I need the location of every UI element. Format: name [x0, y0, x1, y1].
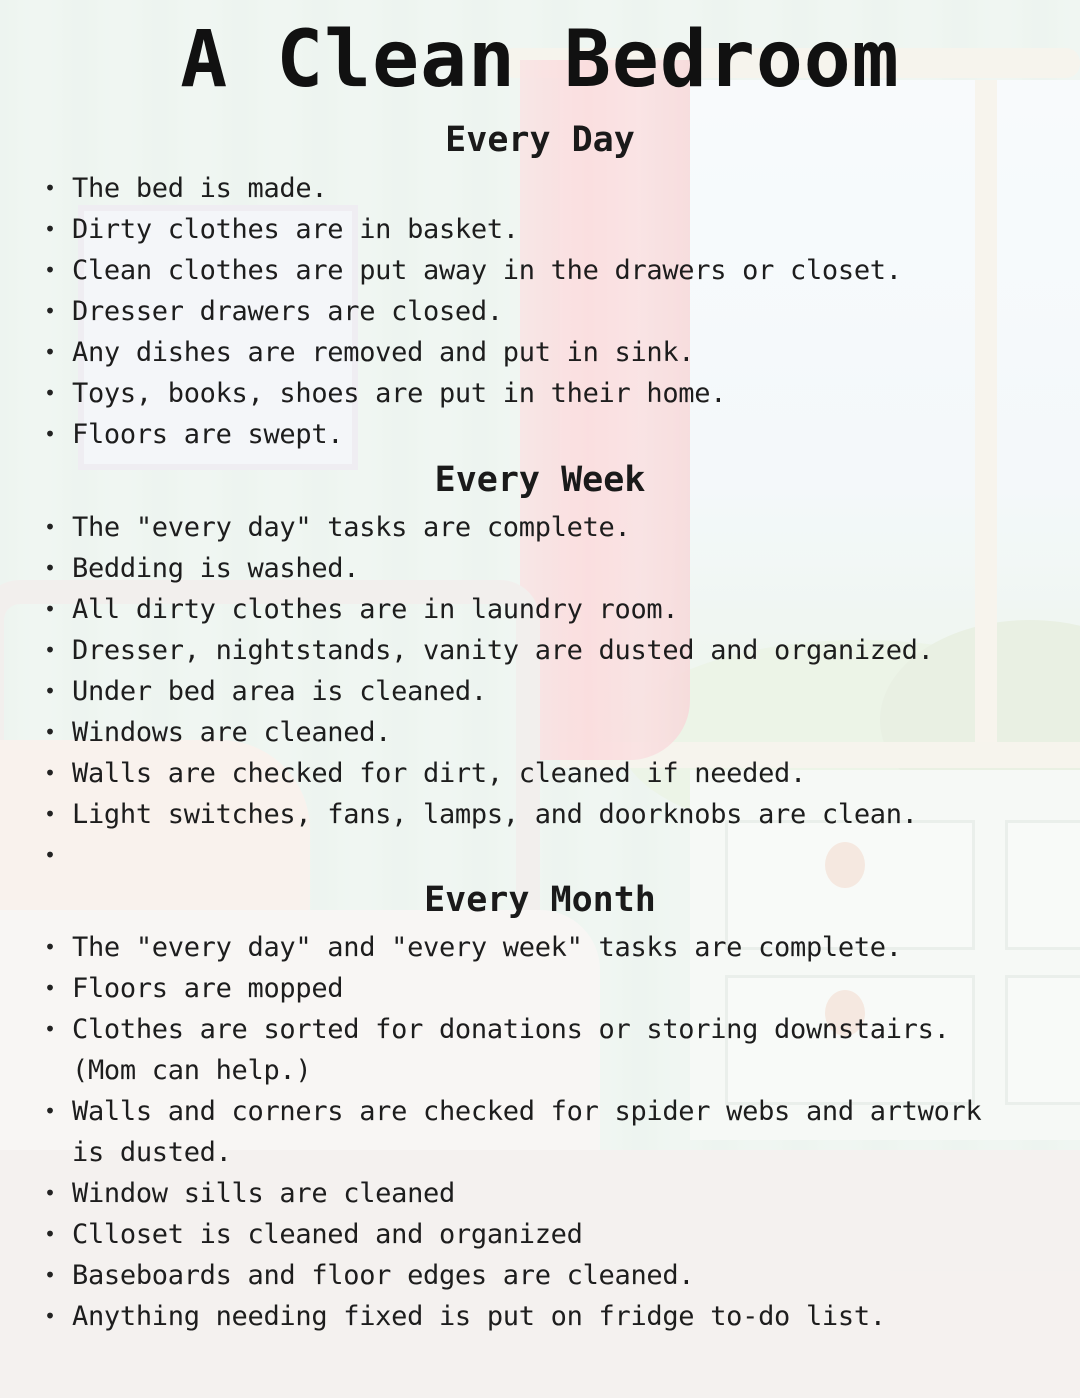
list-item: • Light switches, fans, lamps, and doorknobs are clean. [0, 794, 1080, 835]
every-day-list [0, 168, 1080, 455]
list-item: • Walls are checked for dirt, cleaned if needed. [0, 753, 1080, 794]
list-item: • Dresser, nightstands, vanity are dusted and organized. [0, 630, 1080, 671]
every-week-list [0, 507, 1080, 876]
page-title: A Clean Bedroom [180, 15, 900, 105]
list-item: • Baseboards and floor edges are cleaned. [0, 1255, 1080, 1296]
list-item: • All dirty clothes are in laundry room. [0, 589, 1080, 630]
section-heading-every-week: Every Week [434, 460, 646, 500]
list-item: • The "every day" and "every week" tasks are complete. [0, 927, 1080, 968]
list-item: • The "every day" tasks are complete. [0, 507, 1080, 548]
list-item: • Toys, books, shoes are put in their home. [0, 373, 1080, 414]
list-item: • Floors are mopped [0, 968, 1080, 1009]
list-item: • Window sills are cleaned [0, 1173, 1080, 1214]
list-item: • Dresser drawers are closed. [0, 291, 1080, 332]
list-item: • Floors are swept. [0, 414, 1080, 455]
list-item [0, 835, 1080, 876]
every-month-list [0, 927, 1080, 1337]
list-item: • Windows are cleaned. [0, 712, 1080, 753]
section-heading-every-day: Every Day [445, 120, 635, 160]
section-heading-every-month: Every Month [424, 880, 656, 920]
list-item: • Any dishes are removed and put in sink. [0, 332, 1080, 373]
list-item: • Under bed area is cleaned. [0, 671, 1080, 712]
list-item: • Walls and corners are checked for spider webs and artwork is dusted. [0, 1091, 1080, 1173]
list-item: • Clean clothes are put away in the drawers or closet. [0, 250, 1080, 291]
list-item: • Clothes are sorted for donations or storing downstairs. (Mom can help.) [0, 1009, 1080, 1091]
list-item: • Anything needing fixed is put on fridge to-do list. [0, 1296, 1080, 1337]
list-item: • The bed is made. [0, 168, 1080, 209]
list-item: • Bedding is washed. [0, 548, 1080, 589]
list-item: • Dirty clothes are in basket. [0, 209, 1080, 250]
list-item: • Clloset is cleaned and organized [0, 1214, 1080, 1255]
